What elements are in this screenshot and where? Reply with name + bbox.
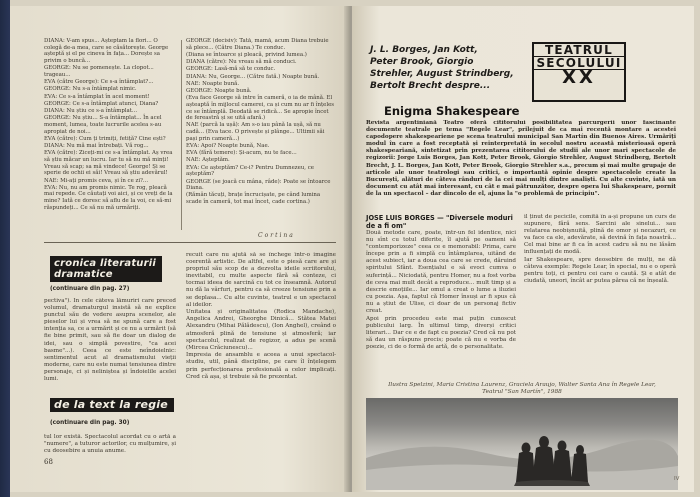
article-paragraph: pectiva"). În cele câteva lămuriri care preced volumul, dramaturgul insistă să ne explice punctul său de vedere asupra scenelor, ale pieselor lui și vrea să ne spună care a fost intenția sa, ce a urmărit și ce nu a urmărit (să fie bine primit, sau să fie doar un dialog de idei, sau o simplă povestire, "ca acei basme"...). Ceea ce este neîndoielnic: sentimentul acut al dramatismului vieții moderne, care nu este numai tensiunea dintre personaje, ci și neliniștea și îndoielile acelei lumi. (44, 298, 176, 383)
play-dialogue-line: NAE: Noapte bună. (186, 80, 240, 87)
authors-line: J. L. Borges, Jan Kott, (370, 45, 478, 55)
play-dialogue-line: EVA: Ce s-a întâmplat în acel moment! (44, 93, 150, 100)
play-column-1 (44, 38, 176, 236)
play-dialogue-line: (Eva face George să intre în cameră, o ia de mână. El așteaptă în mijlocul camerei, ca și cum nu ar fi înțeles ce se întâmplă. Deodată se ridică... Se apropie încet de fereastră și se uită afară.) (186, 95, 335, 122)
page-stamp: IV (674, 476, 680, 482)
play-dialogue-line: (Diana se întoarce și pleacă, privind lumea.) (186, 51, 307, 58)
cronica-column-1 (44, 298, 176, 384)
play-dialogue-line: DIANA: Nu știu ce s-a întâmplat... (44, 108, 138, 115)
play-dialogue-line: EVA: Nu, nu am promis nimic. Te rog, pleacă mai repede. Ce căutați voi aici, și ce vreți de la mine? Iată ce doresc să aflu de la voi, ce să-mi răspundeți... Ce să nu mă urmăriți. (44, 184, 173, 211)
play-dialogue-line: NAE: Așteptăm. (186, 157, 230, 164)
play-dialogue-line: EVA: Apoi? Noapte bună, Nae. (186, 143, 270, 150)
play-dialogue-line: GEORGE: Nu se pomenește. La clopot... trageau... (44, 65, 154, 79)
play-dialogue-line: GEORGE: Noapte bună. (186, 87, 252, 94)
play-dialogue-line: GEORGE (decisiv): Tată, mamă, acum Diana trebuie să plece... (Către Diana.) Te conduc. (186, 38, 329, 51)
play-dialogue-line: (Rămân tăcuți, brațe încrucișate, pe când lumina scade în cameră, tot mai încet, cade cortina.) (186, 192, 321, 206)
article-paragraph: recuit care nu ajută să se închege într-o imagine coerentă artistic. De altfel, este o piesă care are și propriul său scop de a dezvolta ideile scriitorului, inevitabil, cu multe aspecte fără să conteze, ci tocmai ideea de sarcină cu tot ce înseamnă. Autorul nu dă la vârfuri, pentru ca să creeze tensiune prin a se deplasa... Cu alte cuvinte, teatrul e un spectacol al ideilor. (186, 252, 336, 308)
text-regie-section-label: de la text la regie (50, 398, 174, 412)
play-dialogue-line: EVA (fără temere): Și-acum, nu te face... (186, 150, 297, 157)
text-regie-column: tul lor există. Spectacolul acordat cu o artă a "numere", a tuturor actorilor, cu mulțumire, și cu deosebire a unuia anume. (44, 434, 176, 454)
article-column-1 (366, 230, 516, 380)
play-dialogue-line: EVA (către): Cum ți trimiți, fetiță? Cine ești? (44, 135, 166, 142)
section-divider (44, 242, 336, 243)
play-dialogue-line: DIANA (către): Nu vreau să mă conduci. (186, 59, 297, 66)
play-dialogue-line: DIANA: Nu mă mai întrebați. Vă rog... (44, 143, 149, 150)
king-lear-photo (366, 398, 678, 490)
play-dialogue-line: GEORGE: Ce s-a întâmplat atunci, Diana? (44, 100, 159, 107)
article-paragraph: Apoi prin procedeu este mai puțin cunoscut publicului larg. În ultimul timp, diverși critici literari... Dar ce e de fapt cu poezia? Cred că nu pot să dau un răspuns precis; poate că nu e vorba de poezie, ci de o formă de artă, de o personalitate. (366, 315, 516, 350)
column-divider (181, 40, 182, 230)
play-dialogue-line: GEORGE (se joacă cu mâna, râde): Poate se întoarce Diana. (186, 178, 331, 192)
photo-scene-illustration (366, 398, 678, 490)
left-page (10, 6, 350, 492)
article-intro: Revista argentiniană Teatro oferă cititorului posibilitatea parcurgerii unor fascinante documente teatrale pe tema "Regele Lear", prilejuit de ca mai recentă montare a acestei capodopere shakespeariene pe scena teatrului municipal San Martín din Buenos Aires. Urmăriți modul în care a fost receptată și reinterpretată în secolul nostru această misterioasă operă shakespeariană, sintetizat prin prezentarea cititorului de studii ale unor mari spectacole de regizorii: Jorge Luis Borges, Jan Kott, Peter Brook, Giorgio Strehler, August Strindberg, Bertolt Brecht, J. L. Borges, Jan Kott, Peter Brook, Giorgio Strehler s.a., precum și mai multe grupaje de articole ale unor teatrologi sau critici, o importantă opinie despre spectacolele create la București, alături de câteva rânduri de la cei mai mulți dintre analiști. Cu alte cuvinte, iată un document cu atât mai interesant, cu cât e mai pătrunzător, despre opera lui Shakespeare, pornit de la un spectacol – dar dincolo de el, ajuns la "o problemă de principiu". (366, 120, 676, 197)
play-dialogue-line: DIANA: Nu, George... (Către fată.) Noapte bună. (186, 73, 320, 80)
play-column-2 (186, 38, 336, 236)
article-paragraph: il ținut de pecicile, comită în a-și propune un curs de supunere, fără sens. Sarcini ale sinelui... sau relatarea neobișnuită, plină de omor și necazuri, ce va face ca ele, adevărate, să devină în fața noastră... Cel mai bine ar fi ca în acest cadru să nu ne lăsăm influențați de modă. (524, 214, 676, 256)
teatrul-secolului-logo (532, 42, 626, 102)
play-dialogue-line: GEORGE: Nu s-a întâmplat nimic. (44, 86, 137, 93)
play-dialogue-line: GEORGE: Lasă-mă să te conduc. (186, 66, 276, 73)
right-page (352, 6, 694, 492)
play-dialogue-line: NAE: Mi-ați promis ceva, și în ce zi?... (44, 177, 149, 184)
authors-heading (370, 44, 546, 92)
article-title: Enigma Shakespeare (384, 104, 520, 118)
cronica-continuation: (continuare din pag. 27) (50, 286, 130, 292)
play-dialogue-line: EVA (către): Ziceți-mi ce s-a întâmplat. Aș vrea să știu măcar un lucru. Iar tu să nu mă minți! Vreau să scap; sa mă vindece! George! Și se sperie de ochii ei săi! Vreau să știu adevărul! (44, 150, 173, 177)
article-column-2 (524, 214, 676, 380)
cronica-column-2 (186, 252, 336, 466)
authors-line: Peter Brook, Giorgio (370, 57, 474, 67)
article-paragraph: Iar Shakespeare, spre deosebire de mulți, ne dă câteva exemple: Regele Lear, în special, nu e o operă pentru toți, ci pentru cei care o caută. Și e atât de ciudată, uneori, încât ar putea părea că ne înșeală. (524, 257, 676, 285)
logo-line-1: TEATRUL (534, 44, 624, 57)
text-regie-continuation: (continuare din pag. 30) (50, 420, 130, 426)
play-dialogue-line: DIANA: V-am spus... Așteptam la flori... O colegă de-a mea, care se căsătorește. George așteptă și el pe cineva în fața... Dorește sa privim o buncă... (44, 38, 169, 65)
play-dialogue-line: EVA (către George): Ce s-a întâmplat?... (44, 79, 154, 86)
play-dialogue-line: EVA: Ce așteptăm? Ce-i? Pentru Dumnezeu, ce așteptăm? (186, 164, 314, 178)
cronica-section-label: cronica literaturii dramatice (50, 256, 162, 282)
authors-line: Strehler, August Strindberg, (370, 69, 514, 79)
logo-line-3: XX (562, 67, 596, 88)
page-number: 68 (44, 458, 53, 466)
play-dialogue-line: NAE (parcă la ușă): Am s-o iau până la ușă, să nu cadă... (Eva tace. O privește și plânge... Ultimii săi pași prin cameră...) (186, 122, 325, 142)
logo-line-2: SECOLULUI (534, 57, 624, 70)
cortina-signature: Cortina (258, 232, 295, 239)
authors-line: Bertolt Brecht despre... (370, 81, 491, 91)
article-paragraph: Două metode care, poate, într-un fel identice, nici nu sînt cu totul diferite, îl ajută pe oameni să "contemporizeze" ceea ce e memorabil: Prima, care începe prin a fi simplă cu întâmplarea, uitând de acest subiect, iar a doua cea care se crede, dăruind spiritului Sfânt. Esențialul e să evoci cumva o suferință... Niciodată, pentru Homer, nu a fost vorba de ceva mai mult decât a reproduce... mult timp și a descrie emoțiile... Iar omul a creat o lume a iluziei cu poezia. Așa, faptul că Homer însuși ar fi spus că nu a știut de Ulise, ci doar de un personaj fictiv creat. (366, 230, 516, 315)
article-paragraph: Impresia de ansamblu e aceea a unui spectacol-studiu, util, până discipline, pe care îl înțelegem prin perfecționarea profesională a celor implicați. Cred că așa, și trebuie să fie prezentat. (186, 352, 336, 380)
article-paragraph: Unitatea și originalitatea (Rodica Mandache), Angelica Andrei, Gheorghe Dinică... Stătea Matei Alexandru (Mihai Pălădescu), (Ion Anghel), creând o atmosferă plină de tensiune și atmosferă; iar spectacolul, realizat de regizor, a adus pe scenă (Mircea Crăciunescu)... (186, 309, 336, 351)
play-dialogue-line: GEORGE: Nu știu... S-a întâmplat... În acel moment, lumea, toate lucrurile acelea s-au apropiat de noi... (44, 115, 162, 135)
photo-caption: Ilustra Spelzini, Maria Cristina Laurenz, Graciela Araujo, Walter Santa Ana în Regele Lear, Teatrul "San Martín", 1988 (388, 382, 656, 395)
borges-article-heading: JOSE LUIS BORGES — "Diversele moduri de a fi om" (366, 214, 513, 230)
